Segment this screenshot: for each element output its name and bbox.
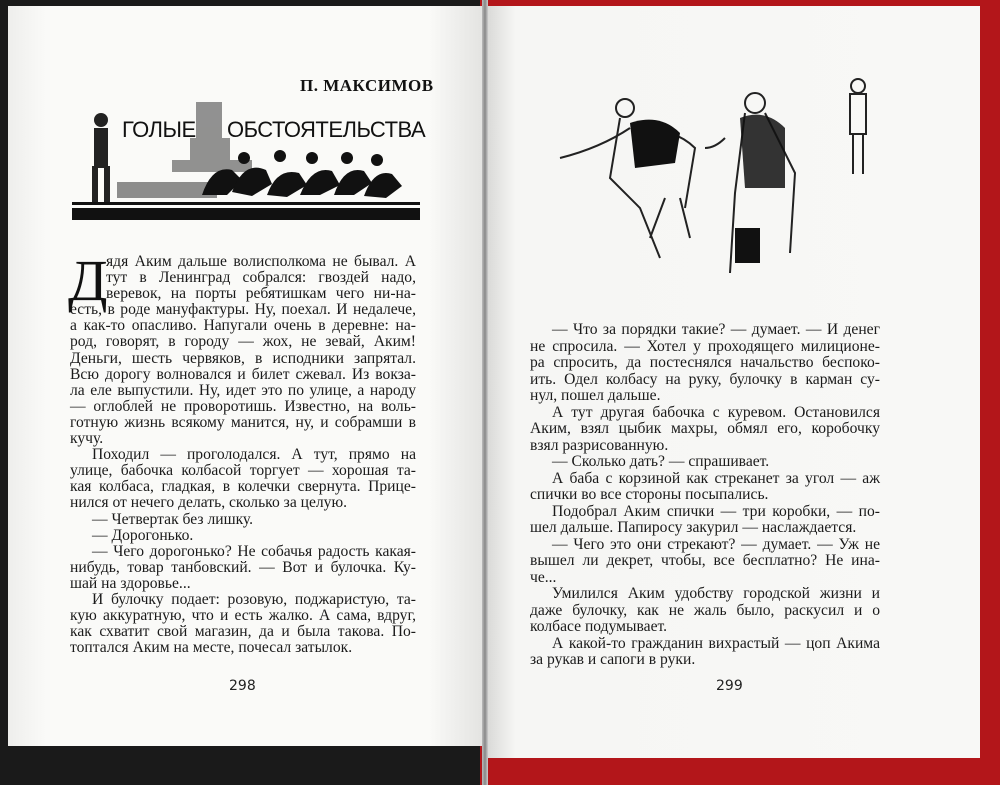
text-line: Умилился Аким удобству городской жизни и: [552, 585, 880, 602]
story-title: [122, 117, 426, 143]
title-word-1: ГОЛЫЕ: [122, 117, 196, 142]
text-line: не спросила. — Хотел у проходящего милиционе-: [530, 337, 880, 355]
text-line: нибудь, товар танбовский. — Вот и булочка. Ку-: [70, 558, 416, 576]
text-line: Подобрал Аким спички — три коробки, — по-: [552, 502, 880, 520]
text-line: шай на здоровье...: [70, 574, 191, 592]
text-line: кая колбаса, гладкая, в колечки свернута. Прице-: [70, 478, 416, 496]
text-line: И булочку подает: розовую, поджаристую, та-: [92, 590, 416, 608]
text-line: ить. Одел колбасу на руку, булочку в карман су-: [530, 370, 880, 388]
text-line: а как-то опасливо. Напугали очень в деревне: на-: [70, 317, 416, 335]
text-line: — Что за порядки такие? — думает. — И денег: [552, 321, 880, 338]
page-number-left: 298: [229, 678, 256, 694]
text-line: Аким, взял цыбик махры, обмял его, коробочку: [530, 420, 880, 437]
text-line: нился от нечего делать, сколько за целую.: [70, 494, 348, 512]
text-line: А какой-то гражданин вихрастый — цоп Акима: [552, 634, 880, 652]
text-line: нул, пошел дальше.: [530, 387, 661, 404]
text-line: Походил — проголодался. А тут, прямо на: [92, 446, 416, 464]
text-line: — Сколько дать? — спрашивает.: [552, 453, 770, 470]
text-line: кую аккуратную, что и есть жалко. А сама, вдруг,: [70, 607, 416, 625]
text-line: готную жизнь всякому манится, ну, и собрамши в: [70, 413, 416, 431]
text-line: веревок, на порты ребятишкам чего ни-на-: [106, 285, 416, 303]
text-line: колбасе подумывает.: [530, 618, 668, 635]
right-page-text: [530, 322, 880, 669]
author-name: П. МАКСИМОВ: [300, 76, 434, 95]
left-page-text: [68, 248, 416, 657]
text-line: за рукав и сапоги в руки.: [530, 651, 696, 668]
text-line: — Дорогонько.: [92, 526, 194, 544]
drop-cap: Д: [68, 248, 108, 313]
book-spine: [482, 0, 488, 785]
text-line: че...: [530, 568, 557, 586]
street-illustration: [550, 78, 880, 278]
text-line: даже булочку, как не жаль было, раскусил и о: [530, 601, 880, 619]
text-line: род, говорят, в городу — жох, не зевай, Аким!: [70, 333, 416, 351]
text-line: — оглоблей не проворотишь. Известно, на воль-: [70, 397, 416, 415]
text-line: ядя Аким дальше волисполкома не бывал. А: [106, 253, 416, 270]
text-line: есть, в роде мануфактуры. Ну, поехал. И недалече,: [70, 301, 416, 319]
text-line: тут в Ленинград собрался: гвоздей надо,: [106, 269, 416, 287]
text-line: ла еле выпустили. Ну, идет это по улице, а народу: [70, 381, 416, 399]
text-line: кучу.: [70, 430, 104, 448]
text-line: спички во все стороны посыпались.: [530, 486, 769, 503]
text-line: Деньги, шесть червяков, в исподники запрятал.: [70, 349, 416, 367]
title-word-2: ОБСТОЯТЕЛЬСТВА: [227, 117, 426, 142]
text-line: — Чего это они стрекают? — думает. — Уж не: [552, 535, 880, 553]
text-line: топтался Аким на месте, почесал затылок.: [70, 639, 353, 657]
text-line: улице, бабочка колбасой торгует — хорошая та-: [70, 462, 416, 480]
text-line: — Четвертак без лишку.: [92, 510, 254, 528]
page-number-right: 299: [716, 678, 743, 694]
text-line: взял разрисованную.: [530, 436, 669, 454]
text-line: — Чего дорогонько? Не собачья радость какая-: [92, 542, 416, 560]
text-line: шел дальше. Папиросу закурил — наслаждается.: [530, 519, 857, 536]
text-line: Всю дорогу волновался и билет сжевал. Из вокза-: [70, 365, 416, 383]
text-line: ра спросить, да постеснялся начальство беспоко-: [530, 354, 880, 371]
text-line: как схватит свой магазин, да и была такова. По-: [70, 623, 416, 641]
text-line: А баба с корзиной как стреканет за угол — аж: [552, 469, 880, 487]
text-line: А тут другая бабочка с куревом. Остановился: [552, 403, 880, 421]
text-line: вышел ли декрет, чтобы, все бесплатно? Не ина-: [530, 552, 880, 569]
